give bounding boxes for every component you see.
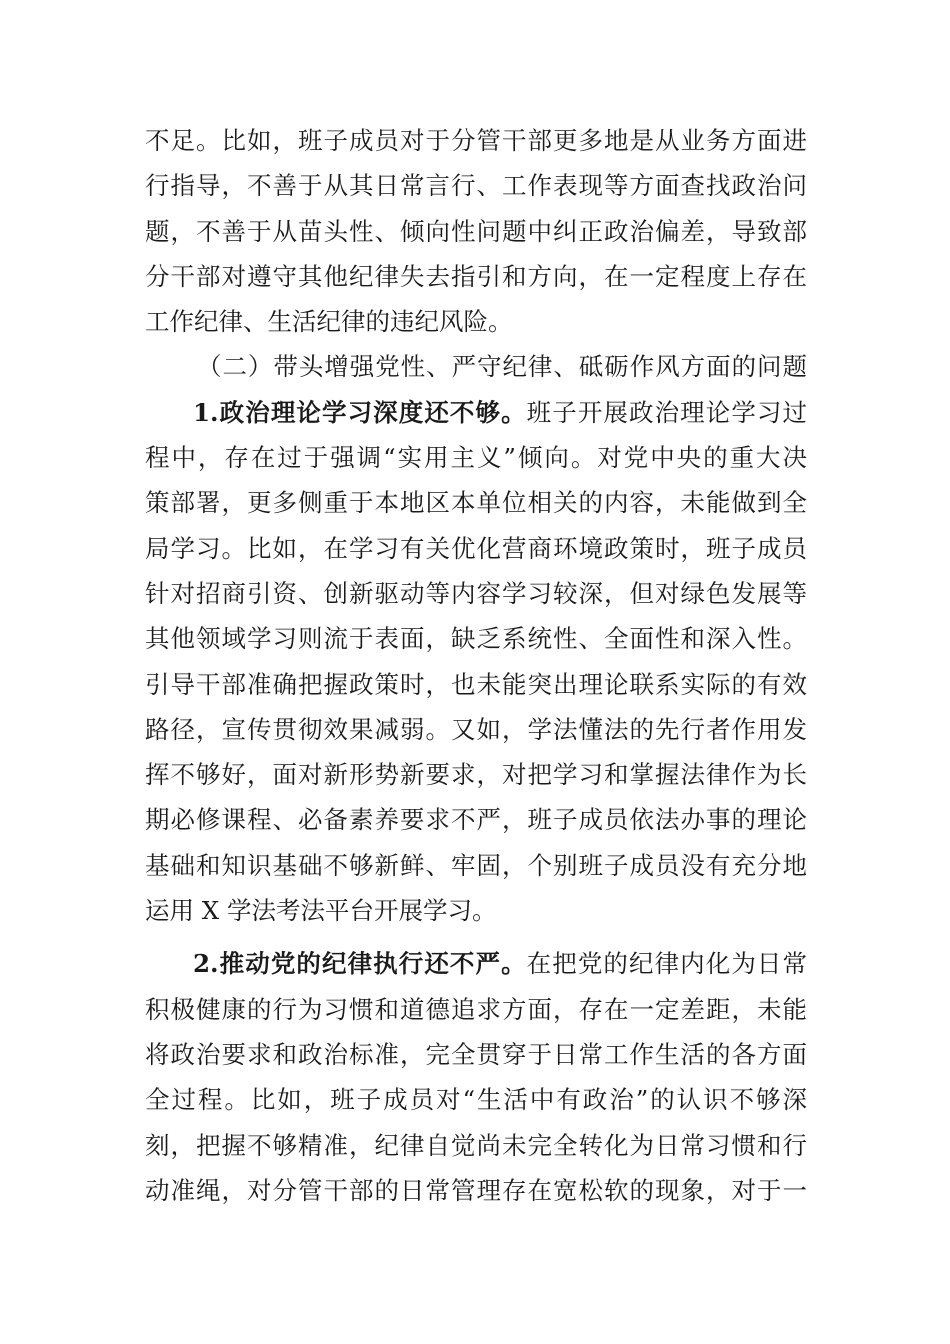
body-line: 引导干部准确把握政策时，也未能突出理论联系实际的有效 [145,669,807,699]
body-line: 局学习。比如，在学习有关优化营商环境政策时，班子成员 [145,533,807,563]
body-line: 刻，把握不够精准，纪律自觉尚未完全转化为日常习惯和行 [145,1130,807,1160]
document-body [145,118,807,1213]
paragraph-gap [145,933,807,941]
body-line: 程中，存在过于强调“实用主义”倾向。对党中央的重大决 [145,443,807,473]
section-heading: （二）带头增强党性、严守纪律、砥砺作风方面的问题 [197,352,807,382]
body-line: 将政治要求和政治标准，完全贯穿于日常工作生活的各方面 [145,1039,807,1069]
body-line: 不足。比如，班子成员对于分管干部更多地是从业务方面进 [145,126,807,155]
body-line: 路径，宣传贯彻效果减弱。又如，学法懂法的先行者作用发 [145,714,807,744]
body-line: 其他领域学习则流于表面，缺乏系统性、全面性和深入性。 [145,624,807,654]
item2-first-line-rest: 在把党的纪律内化为日常 [526,949,808,979]
body-line: 分干部对遵守其他纪律失去指引和方向，在一定程度上存在 [145,261,807,291]
body-line: 挥不够好，面对新形势新要求，对把学习和掌握法律作为长 [145,760,807,790]
body-line: 运用 X 学法考法平台开展学习。 [145,896,497,926]
body-line: 积极健康的行为习惯和道德追求方面，存在一定差距，未能 [145,994,807,1024]
item2-first-line [145,941,807,986]
body-line: 期必修课程、必备素养要求不严，班子成员依法办事的理论 [145,805,807,835]
item1-first-line [145,390,807,435]
item2-title: 2.推动党的纪律执行还不严。 [193,949,527,979]
item1-title: 1.政治理论学习深度还不够。 [193,397,527,427]
body-line: 行指导，不善于从其日常言行、工作表现等方面查找政治问 [145,171,807,201]
body-line: 策部署，更多侧重于本地区本单位相关的内容，未能做到全 [145,488,807,518]
body-line: 动准绳，对分管干部的日常管理存在宽松软的现象，对于一 [145,1175,807,1205]
item1-first-line-rest: 班子开展政治理论学习过 [526,397,808,427]
body-line: 工作纪律、生活纪律的违纪风险。 [145,307,513,337]
body-line: 题，不善于从苗头性、倾向性问题中纠正政治偏差，导致部 [145,216,807,246]
body-line: 全过程。比如，班子成员对“生活中有政治”的认识不够深 [145,1085,807,1115]
body-line: 针对招商引资、创新驱动等内容学习较深，但对绿色发展等 [145,578,807,608]
body-line: 基础和知识基础不够新鲜、牢固，个别班子成员没有充分地 [145,850,807,880]
